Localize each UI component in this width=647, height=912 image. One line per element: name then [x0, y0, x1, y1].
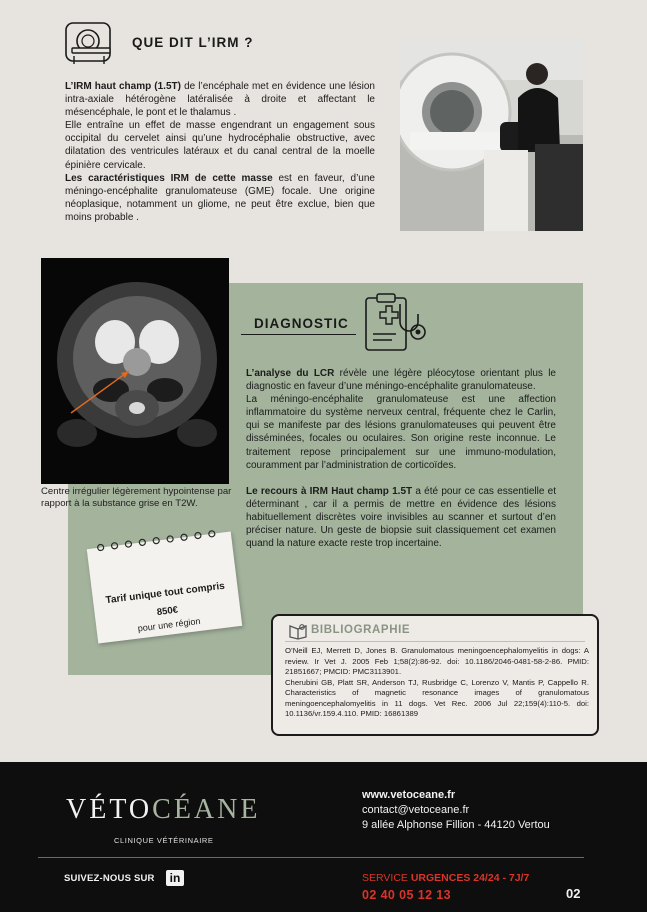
email-link[interactable]: contact@vetoceane.fr	[362, 804, 470, 816]
contact-block	[362, 788, 550, 833]
linkedin-icon-text: in	[169, 871, 181, 885]
follow-label: SUIVEZ-NOUS SUR	[64, 873, 155, 884]
bibliography-ref-1: O’Neill EJ, Merrett D, Jones B. Granulomatous meningoencephalomyelitis in dogs: A review. Ir Vet J. 2005 Feb 1;58(2):86-92. doi: 10.1186/2046-0481-58-2-86. PMID: 21851667; PMCID: PMC3113901.	[285, 646, 589, 676]
irm-paragraph-2: Elle entraîne un effet de masse engendrant un engagement sous occipital du cervelet ainsi qu’une hydrocéphalie obstructive, avec dilatation des ventricules latéraux et du canal central de la moelle épinière cervicale.	[65, 120, 375, 171]
irm-text-3: est en faveur, d’une méningo-encéphalite granulomateuse (GME) focale. Une origine néoplasique, notamment un gliome, ne peut être exclue, bien que moins probable .	[65, 172, 375, 223]
diagnostic-paragraph-2: La méningo-encéphalite granulomateuse est une affection inflammatoire du système nerveux central, fréquente chez le Carlin, qui se manifeste par des lésions granulomateuses qui peuvent être disséminées, focales ou oculaires. Son origine reste inconnue. Le traitement repose principalement sur une immuno-modulation, couramment par l’administration de corticoïdes.	[246, 394, 556, 471]
urgences-prefix: SERVICE	[362, 872, 411, 884]
website-link[interactable]: www.vetoceane.fr	[362, 789, 456, 801]
logo-text-left: VÉTO	[66, 794, 153, 825]
mri-room-photo	[400, 40, 583, 231]
diagnostic-lead-1: L’analyse du LCR	[246, 368, 335, 379]
bibliography-title: BIBLIOGRAPHIE	[311, 624, 411, 636]
mri-caption: Centre irrégulier légèrement hypointense par rapport à la substance grise en T2W.	[41, 486, 232, 510]
diagnostic-paragraph-3	[246, 485, 556, 550]
page-number: 02	[566, 886, 581, 901]
diagnostic-paragraph-1	[246, 367, 556, 393]
bibliography-divider	[285, 641, 585, 642]
urgences-bold: URGENCES 24/24 - 7J/7	[410, 872, 530, 884]
logo	[66, 794, 260, 826]
diagnostic-text-3: a été pour ce cas essentielle et déterminant , car il a permis de mettre en évidence des lésions habituellement discrètes voire invisibles au scanner et surtout d’en préciser nature. Un geste de biopsie suit classiquement cet examen quand la nature exacte reste trop incertaine.	[246, 485, 556, 550]
clipboard-stethoscope-icon	[360, 292, 428, 354]
footer-divider	[38, 857, 584, 858]
mri-scan-image	[41, 258, 229, 484]
footer	[0, 762, 647, 912]
irm-lead-1: L’IRM haut champ (1.5T)	[65, 81, 181, 92]
phone-number[interactable]: 02 40 05 12 13	[362, 888, 452, 902]
logo-tagline: CLINIQUE VÉTÉRINAIRE	[114, 836, 214, 845]
irm-text-block	[65, 80, 375, 224]
logo-text-right: CÉANE	[152, 794, 261, 825]
diagnostic-lead-3: Le recours à IRM Haut champ 1.5T	[246, 485, 413, 497]
irm-paragraph-1	[65, 80, 375, 119]
price-note-subtitle: pour une région	[137, 615, 201, 634]
urgences-label	[362, 872, 529, 884]
mri-scanner-icon	[64, 20, 114, 66]
price-note	[87, 532, 242, 644]
bibliography-ref-2: Cherubini GB, Platt SR, Anderson TJ, Rusbridge C, Lorenzo V, Mantis P, Cappello R. Characteristics of magnetic resonance images of granulomatous meningoencephalomyelitis in 11 dogs. Vet Rec. 2006 Jul 22;159(4):110-5. doi: 10.1136/vr.159.4.110. PMID: 16861389	[285, 677, 589, 718]
section-title-irm: QUE DIT L’IRM ?	[132, 35, 254, 50]
irm-text-1: de l’encéphale met en évidence une lésion intra-axiale hétérogène latéralisée à droite et affectant le mésencéphale, le pont et le thalamus .	[65, 81, 375, 119]
irm-paragraph-3	[65, 172, 375, 224]
diagnostic-text-1: révèle une légère pléocytose orientant plus le diagnostic en faveur d’une méningo-encéphalite granulomateuse.	[246, 368, 556, 393]
linkedin-icon[interactable]	[166, 870, 184, 886]
address-text: 9 allée Alphonse Fillion - 44120 Vertou	[362, 819, 550, 831]
diagnostic-underline	[241, 334, 356, 335]
price-note-amount: 850€	[156, 604, 179, 619]
price-note-title: Tarif unique tout compris	[105, 580, 226, 607]
book-icon	[288, 622, 308, 640]
diagnostic-text-block	[246, 367, 556, 550]
irm-lead-3: Les caractéristiques IRM de cette masse	[65, 172, 273, 184]
section-title-diagnostic: DIAGNOSTIC	[254, 316, 349, 331]
bibliography-box	[271, 614, 599, 736]
bibliography-references	[285, 646, 589, 720]
